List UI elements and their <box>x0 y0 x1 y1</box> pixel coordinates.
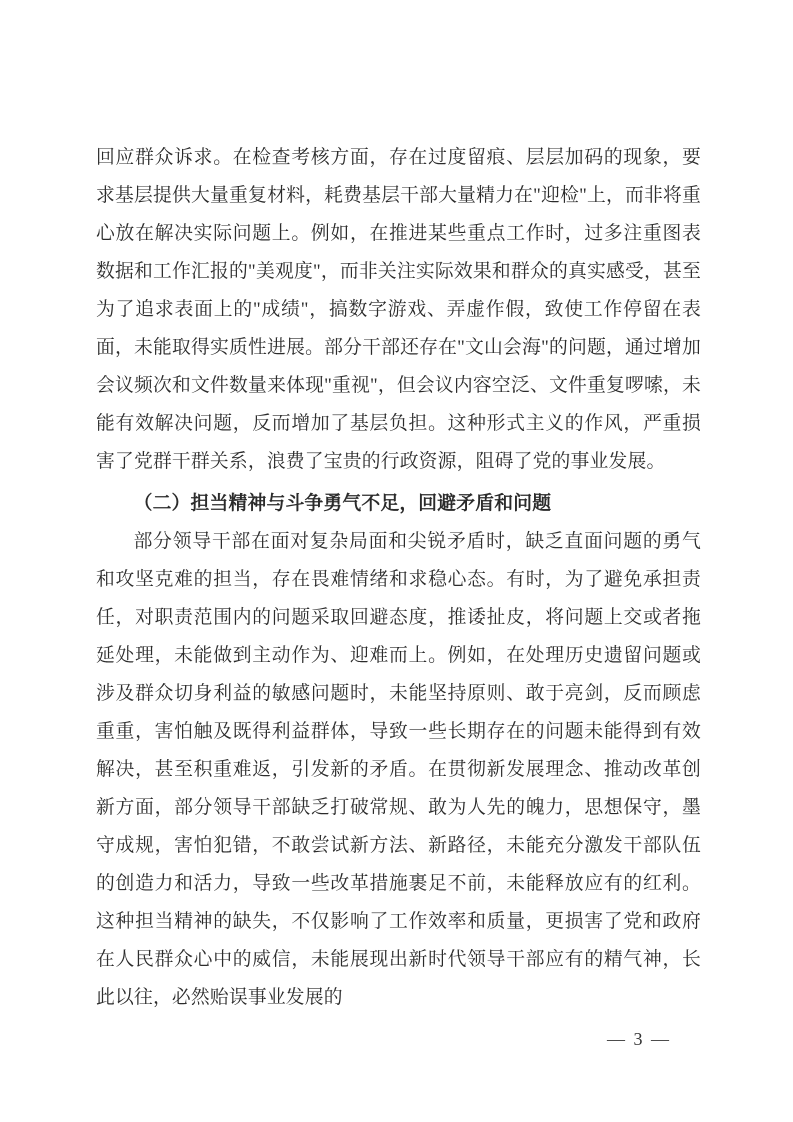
page-number: — 3 — <box>607 1029 671 1049</box>
paragraph-continuation: 回应群众诉求。在检查考核方面，存在过度留痕、层层加码的现象，要求基层提供大量重复材料，耗费基层干部大量精力在"迎检"上，而非将重心放在解决实际问题上。例如，在推进某些重点工作时，过多注重图表数据和工作汇报的"美观度"，而非关注实际效果和群众的真实感受，甚至为了追求表面上的"成绩"，搞数字游戏、弄虚作假，致使工作停留在表面，未能取得实质性进展。部分干部还存在"文山会海"的问题，通过增加会议频次和文件数量来体现"重视"，但会议内容空泛、文件重复啰嗦，未能有效解决问题，反而增加了基层负担。这种形式主义的作风，严重损害了党群干群关系，浪费了宝贵的行政资源，阻碍了党的事业发展。 <box>96 147 701 472</box>
paragraph-body: 部分领导干部在面对复杂局面和尖锐矛盾时，缺乏直面问题的勇气和攻坚克难的担当，存在畏难情绪和求稳心态。有时，为了避免承担责任，对职责范围内的问题采取回避态度，推诿扯皮，将问题上交或者拖延处理，未能做到主动作为、迎难而上。例如，在处理历史遗留问题或涉及群众切身利益的敏感问题时，未能坚持原则、敢于亮剑，反而顾虑重重，害怕触及既得利益群体，导致一些长期存在的问题未能得到有效解决，甚至积重难返，引发新的矛盾。在贯彻新发展理念、推动改革创新方面，部分领导干部缺乏打破常规、敢为人先的魄力，思想保守，墨守成规，害怕犯错，不敢尝试新方法、新路径，未能充分激发干部队伍的创造力和活力，导致一些改革措施裹足不前，未能释放应有的红利。这种担当精神的缺失，不仅影响了工作效率和质量，更损害了党和政府在人民群众心中的威信，未能展现出新时代领导干部应有的精气神，长此以往，必然贻误事业发展的 <box>96 531 701 1008</box>
section-heading: （二）担当精神与斗争勇气不足，回避矛盾和问题 <box>133 493 552 514</box>
page-content <box>96 139 701 1017</box>
